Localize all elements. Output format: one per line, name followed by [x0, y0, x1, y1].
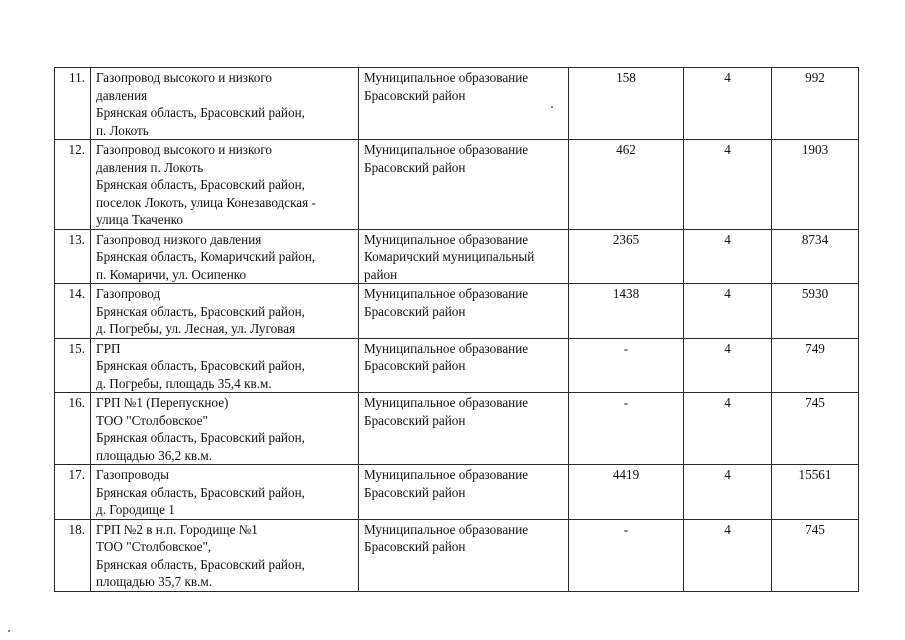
category-value: 4 — [684, 284, 772, 339]
length-value: 462 — [569, 140, 684, 230]
owner: Муниципальное образование Брасовский район — [359, 393, 569, 465]
table-row — [55, 519, 859, 591]
owner: Муниципальное образование Брасовский район — [359, 140, 569, 230]
object-name: Газопровод высокого и низкого давления п. Локоть Брянская область, Брасовский район, поселок Локоть, улица Конезаводская - улица Ткаченко — [91, 140, 359, 230]
object-name: Газопровод высокого и низкого давления Брянская область, Брасовский район, п. Локоть — [91, 68, 359, 140]
row-number: 12. — [55, 140, 91, 230]
row-number: 14. — [55, 284, 91, 339]
owner: Муниципальное образование Брасовский район — [359, 465, 569, 520]
length-value: - — [569, 519, 684, 591]
amount-value: 8734 — [772, 229, 859, 284]
owner: Муниципальное образование Брасовский район — [359, 68, 569, 140]
scan-speck — [551, 106, 553, 108]
table-row — [55, 338, 859, 393]
table-row — [55, 229, 859, 284]
amount-value: 992 — [772, 68, 859, 140]
length-value: 4419 — [569, 465, 684, 520]
amount-value: 749 — [772, 338, 859, 393]
length-value: 158 — [569, 68, 684, 140]
object-name: ГРП №2 в н.п. Городище №1 ТОО "Столбовское", Брянская область, Брасовский район, площадью 35,7 кв.м. — [91, 519, 359, 591]
scan-speck — [8, 630, 10, 632]
owner: Муниципальное образование Брасовский район — [359, 338, 569, 393]
object-name: Газопровод Брянская область, Брасовский район, д. Погребы, ул. Лесная, ул. Луговая — [91, 284, 359, 339]
row-number: 11. — [55, 68, 91, 140]
row-number: 13. — [55, 229, 91, 284]
row-number: 16. — [55, 393, 91, 465]
object-name: ГРП Брянская область, Брасовский район, д. Погребы, площадь 35,4 кв.м. — [91, 338, 359, 393]
row-number: 15. — [55, 338, 91, 393]
table-row — [55, 465, 859, 520]
category-value: 4 — [684, 393, 772, 465]
amount-value: 5930 — [772, 284, 859, 339]
amount-value: 15561 — [772, 465, 859, 520]
object-name: Газопроводы Брянская область, Брасовский район, д. Городище 1 — [91, 465, 359, 520]
length-value: - — [569, 393, 684, 465]
amount-value: 745 — [772, 519, 859, 591]
table-row — [55, 140, 859, 230]
length-value: 1438 — [569, 284, 684, 339]
category-value: 4 — [684, 519, 772, 591]
category-value: 4 — [684, 465, 772, 520]
amount-value: 745 — [772, 393, 859, 465]
category-value: 4 — [684, 229, 772, 284]
table-row — [55, 284, 859, 339]
owner: Муниципальное образование Брасовский район — [359, 284, 569, 339]
table-row — [55, 393, 859, 465]
object-name: Газопровод низкого давления Брянская область, Комаричский район, п. Комаричи, ул. Осипенко — [91, 229, 359, 284]
length-value: 2365 — [569, 229, 684, 284]
category-value: 4 — [684, 338, 772, 393]
owner: Муниципальное образование Брасовский район — [359, 519, 569, 591]
row-number: 17. — [55, 465, 91, 520]
object-name: ГРП №1 (Перепускное) ТОО "Столбовское" Брянская область, Брасовский район, площадью 36,2 кв.м. — [91, 393, 359, 465]
category-value: 4 — [684, 68, 772, 140]
category-value: 4 — [684, 140, 772, 230]
row-number: 18. — [55, 519, 91, 591]
length-value: - — [569, 338, 684, 393]
owner: Муниципальное образование Комаричский муниципальный район — [359, 229, 569, 284]
property-registry-table — [54, 67, 859, 592]
table-row — [55, 68, 859, 140]
amount-value: 1903 — [772, 140, 859, 230]
